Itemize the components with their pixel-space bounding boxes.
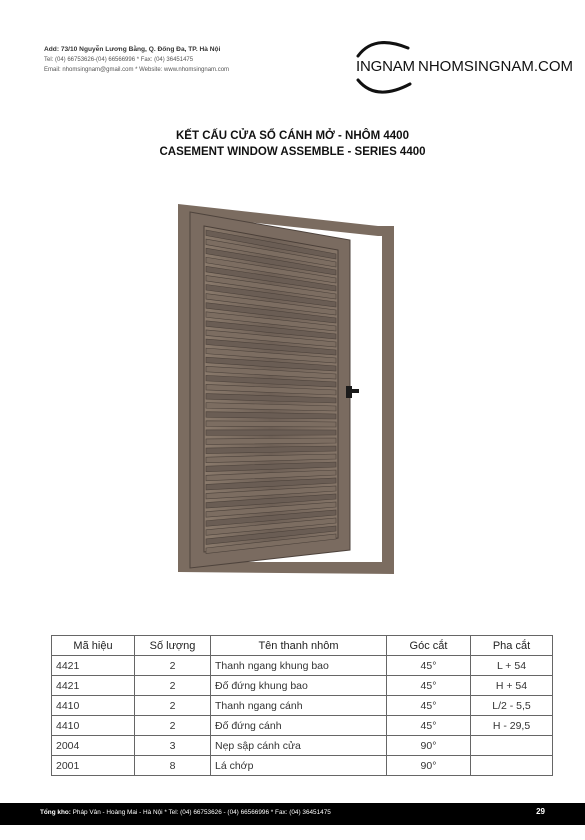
cell-cut: H + 54 [471, 676, 553, 696]
footer-label: Tổng kho: [40, 809, 71, 816]
cell-angle: 90° [387, 756, 471, 776]
table-row [52, 676, 553, 696]
cell-quantity: 3 [135, 736, 211, 756]
cell-quantity: 2 [135, 696, 211, 716]
cell-angle: 45° [387, 716, 471, 736]
cell-name: Đố đứng cánh [211, 716, 387, 736]
footer-contact: Pháp Vân - Hoàng Mai - Hà Nội * Tel: (04) 66753626 - (04) 66566996 * Fax: (04) 36451475 [72, 809, 331, 816]
col-header-quantity: Số lượng [135, 636, 211, 656]
cell-name: Nẹp sập cánh cửa [211, 736, 387, 756]
page-number: 29 [536, 807, 545, 816]
cell-quantity: 8 [135, 756, 211, 776]
cell-angle: 45° [387, 656, 471, 676]
cell-angle: 45° [387, 696, 471, 716]
footer-bar [0, 803, 585, 825]
col-header-angle: Góc cắt [387, 636, 471, 656]
louver-slat [206, 421, 336, 427]
company-phone: Tel: (04) 66753626-(04) 66566996 * Fax: (04) 36451475 [44, 57, 194, 63]
cell-quantity: 2 [135, 656, 211, 676]
cell-code: 4410 [52, 696, 135, 716]
company-email: Email: nhomsingnam@gmail.com * Website: www.nhomsingnam.com [44, 67, 230, 73]
col-header-cut: Pha cắt [471, 636, 553, 656]
table-row [52, 656, 553, 676]
cell-code: 2001 [52, 756, 135, 776]
col-header-code: Mã hiệu [52, 636, 135, 656]
page-title-en: CASEMENT WINDOW ASSEMBLE - SERIES 4400 [159, 146, 426, 158]
parts-table [51, 635, 553, 776]
louver-slat [206, 430, 336, 436]
table-row [52, 756, 553, 776]
company-address: Add: 73/10 Nguyễn Lương Bằng, Q. Đống Đa, TP. Hà Nội [44, 46, 221, 53]
table-row [52, 736, 553, 756]
footer-text [40, 809, 331, 816]
cell-name: Thanh ngang cánh [211, 696, 387, 716]
table-row [52, 696, 553, 716]
louver-slat [206, 438, 336, 444]
logo-text-left: INGNAM [356, 58, 415, 75]
cell-code: 4410 [52, 716, 135, 736]
cell-name: Lá chớp [211, 756, 387, 776]
cell-angle: 90° [387, 736, 471, 756]
cell-name: Đố đứng khung bao [211, 676, 387, 696]
cell-quantity: 2 [135, 676, 211, 696]
cell-code: 4421 [52, 676, 135, 696]
cell-quantity: 2 [135, 716, 211, 736]
cell-cut: H - 29,5 [471, 716, 553, 736]
cell-angle: 45° [387, 676, 471, 696]
cell-cut: L/2 - 5,5 [471, 696, 553, 716]
cell-code: 2004 [52, 736, 135, 756]
window-illustration [170, 200, 400, 574]
company-logo [352, 36, 573, 98]
cell-cut: L + 54 [471, 656, 553, 676]
cell-cut [471, 736, 553, 756]
cell-cut [471, 756, 553, 776]
col-header-name: Tên thanh nhôm [211, 636, 387, 656]
cell-code: 4421 [52, 656, 135, 676]
table-header-row [52, 636, 553, 656]
table-row [52, 716, 553, 736]
logo-text-right: NHOMSINGNAM.COM [418, 58, 573, 75]
company-contact [44, 44, 304, 75]
page-title-vi: KẾT CẤU CỬA SỔ CÁNH MỞ - NHÔM 4400 [176, 130, 409, 142]
cell-name: Thanh ngang khung bao [211, 656, 387, 676]
